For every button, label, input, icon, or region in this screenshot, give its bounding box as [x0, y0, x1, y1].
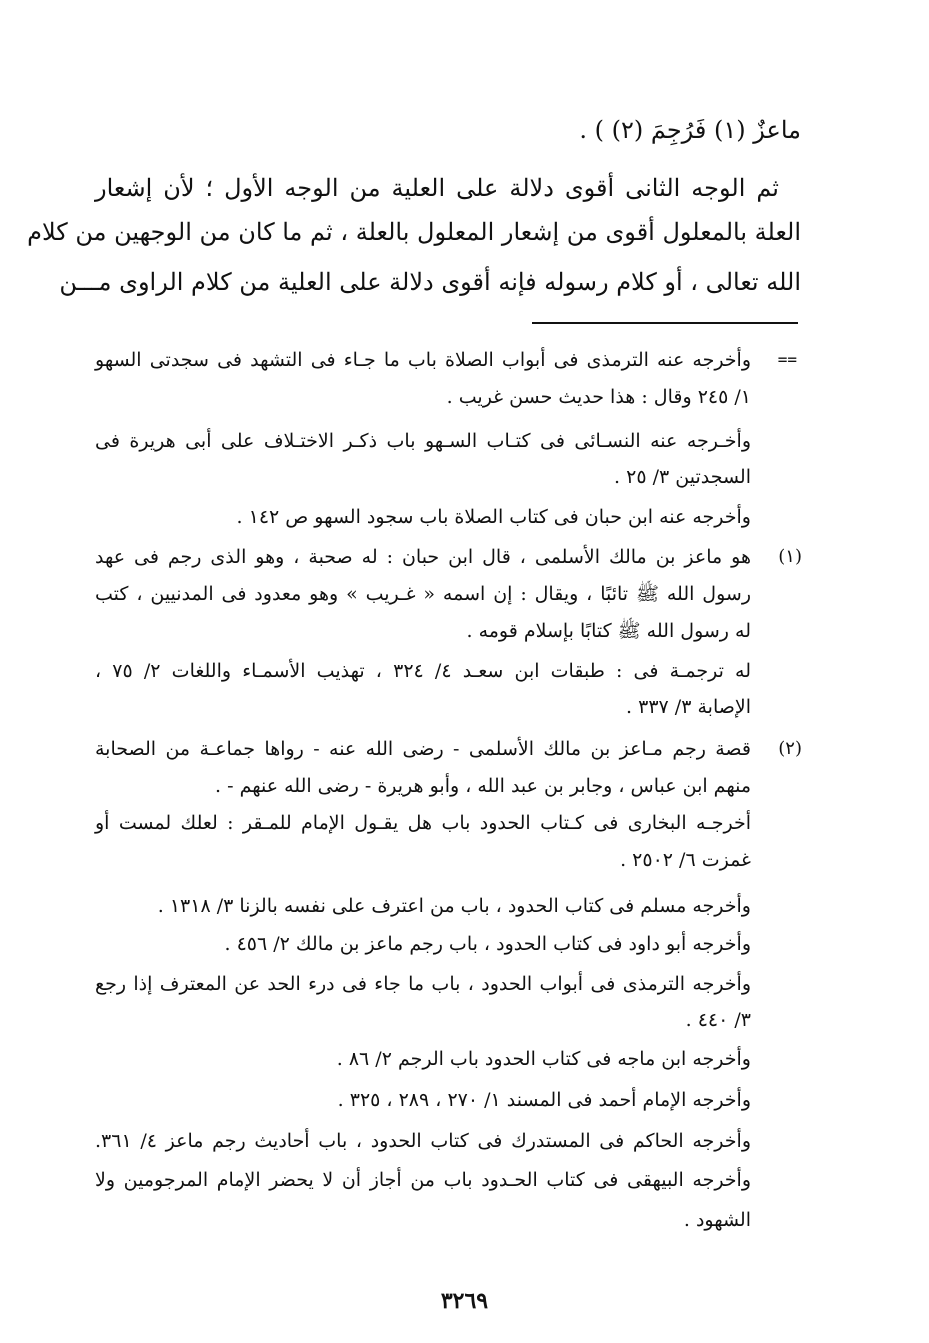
page-number: ٣٢٦٩ — [440, 1288, 489, 1314]
footnote-2-line: وأخرجه أبو داود فى كتاب الحدود ، باب رجم ماعز بن مالك ٢/ ٤٥٦ . — [224, 933, 751, 955]
footnote-1-line: الإصابة ٣/ ٣٣٧ . — [626, 696, 751, 718]
footnote-2-line: غمزت ٦/ ٢٥٠٢ . — [620, 849, 751, 871]
footnote-1-line: رسول الله ﷺ تائبًا ، ويقال : إن اسمه « غـريب » وهو معدود فى المدنيين ، كتب — [95, 583, 751, 605]
footnote-divider — [532, 322, 798, 324]
footnote-2-line: وأخرجه البيهقى فى كتاب الحـدود باب من أجاز أن لا يحضر الإمام المرجومين ولا — [95, 1169, 751, 1191]
main-text-line-1: ماعزٌ (١) فَرُجِمَ (٢) ) . — [579, 116, 801, 144]
footnote-1-line: هو ماعز بن مالك الأسلمى ، قال ابن حبان : له صحبة ، وهو الذى رجم فى عهد — [95, 546, 751, 568]
footnote-2-line: وأخرجه مسلم فى كتاب الحدود ، باب من اعترف على نفسه بالزنا ٣/ ١٣١٨ . — [157, 895, 751, 917]
footnote-2-line: قصة رجم مـاعز بن مالك الأسلمى - رضى الله عنه - رواها جماعـة من الصحابة — [95, 738, 751, 760]
footnote-continuation-line: ١/ ٢٤٥ وقال : هذا حديث حسن غريب . — [446, 386, 751, 408]
footnote-1-line: له رسول الله ﷺ كتابًا بإسلام قومه . — [466, 620, 751, 642]
footnote-continuation-line: وأخـرجه عنه النسـائى فى كتـاب السـهو باب ذكـر الاختـلاف على أبى هريرة فى — [95, 430, 751, 452]
footnote-1-line: له ترجمـة فى : طبقات ابن سعـد ٤/ ٣٢٤ ، تهذيب الأسمـاء واللغات ٢/ ٧٥ ، — [95, 660, 752, 682]
continuation-marker: == — [777, 350, 797, 369]
main-text-line-2: ثم الوجه الثانى أقوى دلالة على العلية من الوجه الأول ؛ لأن إشعار — [95, 174, 779, 202]
footnote-continuation-line: وأخرجه عنه ابن حبان فى كتاب الصلاة باب سجود السهو ص ١٤٢ . — [236, 506, 751, 528]
footnote-continuation-line: السجدتين ٣/ ٢٥ . — [614, 466, 751, 488]
footnote-2-line: وأخرجه الترمذى فى أبواب الحدود ، باب ما جاء فى درء الحد عن المعترف إذا رجع — [95, 973, 751, 995]
footnote-2-line: منهم ابن عباس ، وجابر بن عبد الله ، وأبو هريرة - رضى الله عنهم - . — [215, 775, 751, 797]
footnote-2-line: وأخرجه الحاكم فى المستدرك فى كتاب الحدود ، باب أحاديث رجم ماعز ٤/ ٣٦١. — [95, 1130, 751, 1152]
main-text-line-4: الله تعالى ، أو كلام رسوله فإنه أقوى دلالة على العلية من كلام الراوى مـــن — [59, 268, 801, 296]
footnote-2-line: أخرجـه البخارى فى كـتاب الحدود باب هل يقـول الإمام للمـقر : لعلك لمست أو — [95, 812, 751, 834]
footnote-2-line: ٣/ ٤٤٠ . — [685, 1009, 751, 1031]
footnote-2-line: وأخرجه ابن ماجه فى كتاب الحدود باب الرجم ٢/ ٨٦ . — [336, 1048, 751, 1070]
footnote-1-marker: (١) — [778, 546, 802, 567]
main-text-line-3: العلة بالمعلول أقوى من إشعار المعلول بالعلة ، ثم ما كان من الوجهين من كلام — [27, 218, 801, 246]
footnote-continuation-line: وأخرجه عنه الترمذى فى أبواب الصلاة باب ما جـاء فى التشهد فى سجدتى السهو — [95, 349, 751, 371]
footnote-2-marker: (٢) — [778, 738, 802, 759]
footnote-2-line: الشهود . — [683, 1209, 751, 1231]
footnote-2-line: وأخرجه الإمام أحمد فى المسند ١/ ٢٧٠ ، ٢٨٩ ، ٣٢٥ . — [337, 1089, 751, 1111]
